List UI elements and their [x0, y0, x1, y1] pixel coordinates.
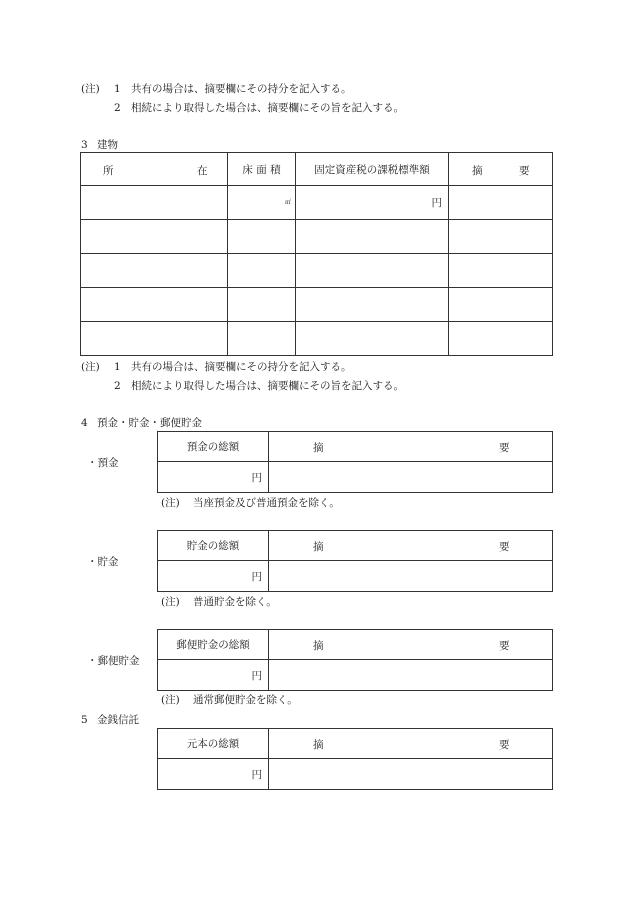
- principal-total-cell[interactable]: [158, 759, 269, 790]
- location-header: 所 在: [81, 153, 228, 186]
- note-text: 共有の場合は、摘要欄にその持分を記入する。: [131, 361, 352, 373]
- unit-yen: 円: [251, 570, 262, 583]
- section-title: 預金・貯金・郵便貯金: [97, 417, 202, 429]
- deposit-label: ・預金: [87, 457, 119, 469]
- remarks-cell[interactable]: [449, 186, 553, 220]
- note-number: 2: [114, 102, 121, 114]
- postal-savings-label: ・郵便貯金: [87, 655, 140, 667]
- postal-total-header: 郵便貯金の総額: [158, 630, 269, 660]
- postal-remarks-cell[interactable]: [269, 660, 553, 691]
- deposit-total-header: 預金の総額: [158, 432, 269, 462]
- note-text: 相続により取得した場合は、摘要欄にその旨を記入する。: [131, 380, 404, 392]
- unit-yen: 円: [251, 768, 262, 781]
- unit-yen: 円: [431, 197, 442, 209]
- postal-remarks-header: 摘 要: [269, 630, 553, 660]
- savings-remarks-header: 摘 要: [269, 531, 553, 561]
- note-prefix: (注): [161, 497, 180, 509]
- savings-remarks-cell[interactable]: [269, 561, 553, 592]
- floor-area-cell[interactable]: [228, 186, 296, 220]
- note-text: 相続により取得した場合は、摘要欄にその旨を記入する。: [131, 102, 404, 114]
- section-number: 3: [81, 139, 88, 151]
- note-prefix: (注): [81, 83, 100, 95]
- building-table: [80, 152, 553, 356]
- note-prefix: (注): [161, 694, 180, 706]
- principal-total-header: 元本の総額: [158, 729, 269, 759]
- savings-table: [157, 530, 553, 592]
- trust-remarks-cell[interactable]: [269, 759, 553, 790]
- postal-total-cell[interactable]: [158, 660, 269, 691]
- money-trust-table: [157, 728, 553, 790]
- section-title: 金銭信託: [97, 714, 139, 726]
- unit-yen: 円: [251, 669, 262, 682]
- section-title: 建物: [97, 139, 118, 151]
- deposit-table: [157, 431, 553, 493]
- tax-base-header: 固定資産税の課税標準額: [296, 153, 449, 186]
- note-number: 2: [114, 380, 121, 392]
- savings-total-cell[interactable]: [158, 561, 269, 592]
- note-number: 1: [114, 83, 121, 95]
- note-prefix: (注): [161, 596, 180, 608]
- deposit-remarks-header: 摘 要: [269, 432, 553, 462]
- section-number: 4: [81, 417, 88, 429]
- table-row: [81, 288, 553, 322]
- floor-area-header: 床 面 積: [228, 153, 296, 186]
- savings-total-header: 貯金の総額: [158, 531, 269, 561]
- unit-yen: 円: [251, 471, 262, 484]
- postal-note: 通常郵便貯金を除く。: [193, 694, 298, 706]
- section-number: 5: [81, 714, 88, 726]
- remarks-header: 摘 要: [449, 153, 553, 186]
- savings-label: ・貯金: [87, 556, 119, 568]
- note-prefix: (注): [81, 361, 100, 373]
- deposit-remarks-cell[interactable]: [269, 462, 553, 493]
- table-row: [81, 220, 553, 254]
- note-number: 1: [114, 361, 121, 373]
- postal-savings-table: [157, 629, 553, 691]
- deposit-note: 当座預金及び普通預金を除く。: [193, 497, 340, 509]
- table-row: [81, 186, 553, 220]
- trust-remarks-header: 摘 要: [269, 729, 553, 759]
- unit-sqm: ㎡: [284, 199, 291, 206]
- table-header-row: [81, 153, 553, 186]
- note-text: 共有の場合は、摘要欄にその持分を記入する。: [131, 83, 352, 95]
- table-row: [81, 254, 553, 288]
- table-row: [81, 322, 553, 356]
- tax-base-cell[interactable]: [296, 186, 449, 220]
- deposit-total-cell[interactable]: [158, 462, 269, 493]
- location-cell[interactable]: [81, 186, 228, 220]
- savings-note: 普通貯金を除く。: [193, 596, 277, 608]
